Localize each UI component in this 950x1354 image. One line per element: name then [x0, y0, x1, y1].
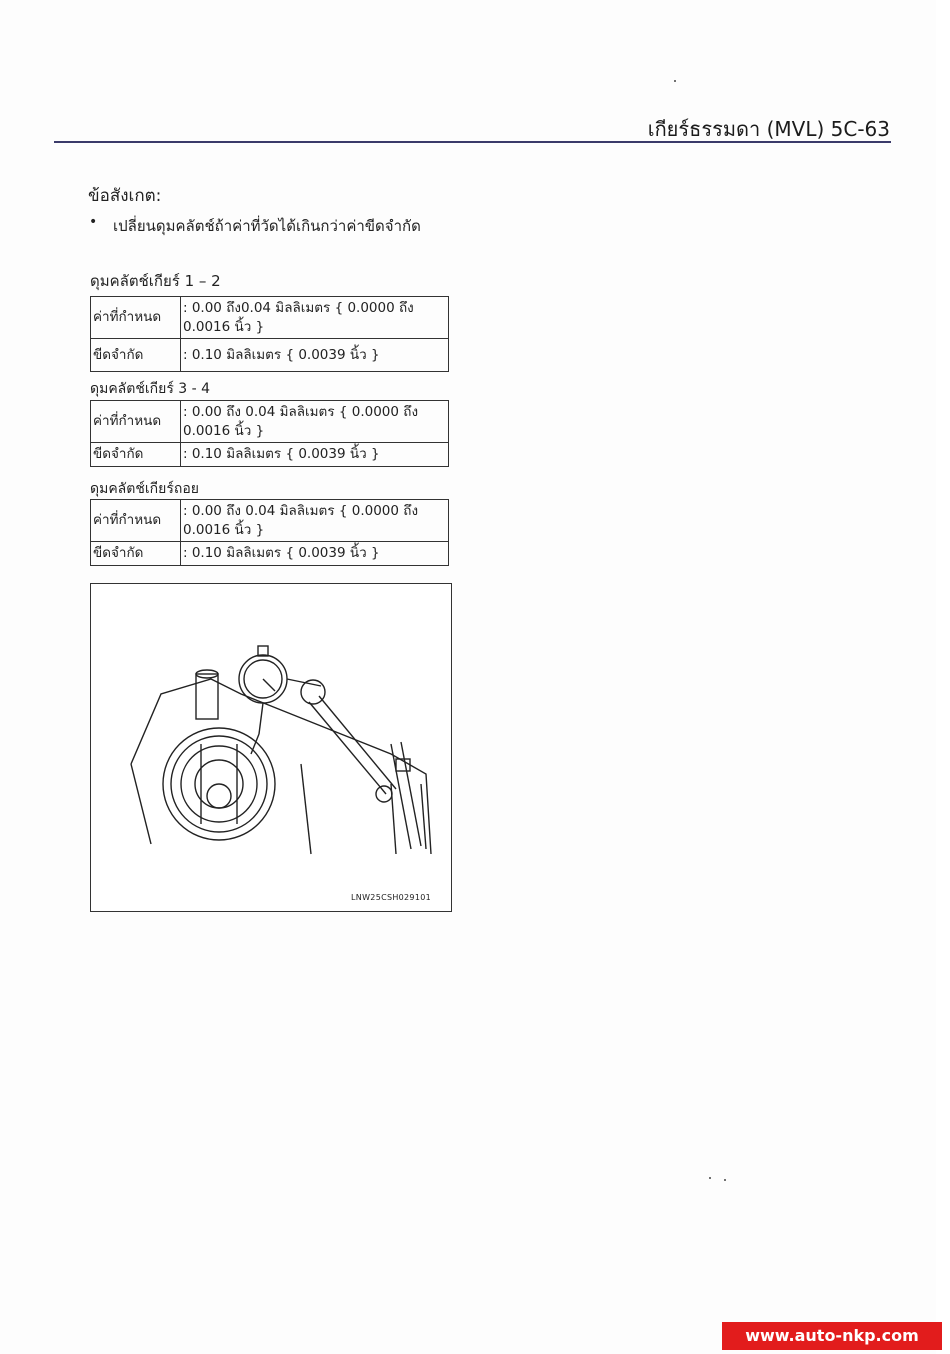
spec-label-limit: ขีดจำกัด — [91, 339, 181, 372]
spec-label-limit: ขีดจำกัด — [91, 443, 181, 467]
spec-table-gear-1-2 — [90, 296, 449, 372]
section-title-gear-3-4: ดุมคลัตช์เกียร์ 3 - 4 — [90, 381, 211, 397]
spec-value-limit: : 0.10 มิลลิเมตร { 0.0039 นิ้ว } — [181, 542, 449, 566]
spec-table-gear-3-4 — [90, 400, 449, 467]
table-row — [91, 443, 449, 467]
page-header-title: เกียร์ธรรมดา (MVL) 5C-63 — [647, 117, 890, 141]
watermark-url: www.auto-nkp.com — [722, 1322, 942, 1350]
spec-value-limit: : 0.10 มิลลิเมตร { 0.0039 นิ้ว } — [181, 339, 449, 372]
figure-frame — [90, 583, 452, 912]
spec-value-limit: : 0.10 มิลลิเมตร { 0.0039 นิ้ว } — [181, 443, 449, 467]
figure-code: LNW25CSH029101 — [351, 893, 431, 902]
section-title-reverse: ดุมคลัตช์เกียร์ถอย — [90, 481, 199, 497]
header-divider — [54, 141, 891, 143]
spec-value-standard: : 0.00 ถึง0.04 มิลลิเมตร { 0.0000 ถึง 0.0016 นิ้ว } — [181, 297, 449, 339]
table-row — [91, 500, 449, 542]
scan-speck — [674, 80, 676, 82]
table-row — [91, 339, 449, 372]
spec-value-standard: : 0.00 ถึง 0.04 มิลลิเมตร { 0.0000 ถึง 0.0016 นิ้ว } — [181, 401, 449, 443]
section-title-gear-1-2: ดุมคลัตช์เกียร์ 1 – 2 — [90, 272, 221, 290]
spec-label-standard: ค่าที่กำหนด — [91, 500, 181, 542]
note-text: เปลี่ยนดุมคลัตช์ถ้าค่าที่วัดได้เกินกว่าค่าขีดจำกัด — [113, 217, 421, 235]
spec-label-standard: ค่าที่กำหนด — [91, 297, 181, 339]
note-title: ข้อสังเกต: — [88, 186, 162, 206]
spec-value-standard: : 0.00 ถึง 0.04 มิลลิเมตร { 0.0000 ถึง 0.0016 นิ้ว } — [181, 500, 449, 542]
spec-table-reverse — [90, 499, 449, 566]
scan-speck — [709, 1177, 711, 1179]
scan-speck — [724, 1179, 726, 1181]
bullet-marker: • — [89, 214, 98, 230]
table-row — [91, 542, 449, 566]
spec-label-limit: ขีดจำกัด — [91, 542, 181, 566]
table-row — [91, 401, 449, 443]
spec-label-standard: ค่าที่กำหนด — [91, 401, 181, 443]
table-row — [91, 297, 449, 339]
dial-gauge-clutch-hub-icon — [91, 584, 451, 911]
